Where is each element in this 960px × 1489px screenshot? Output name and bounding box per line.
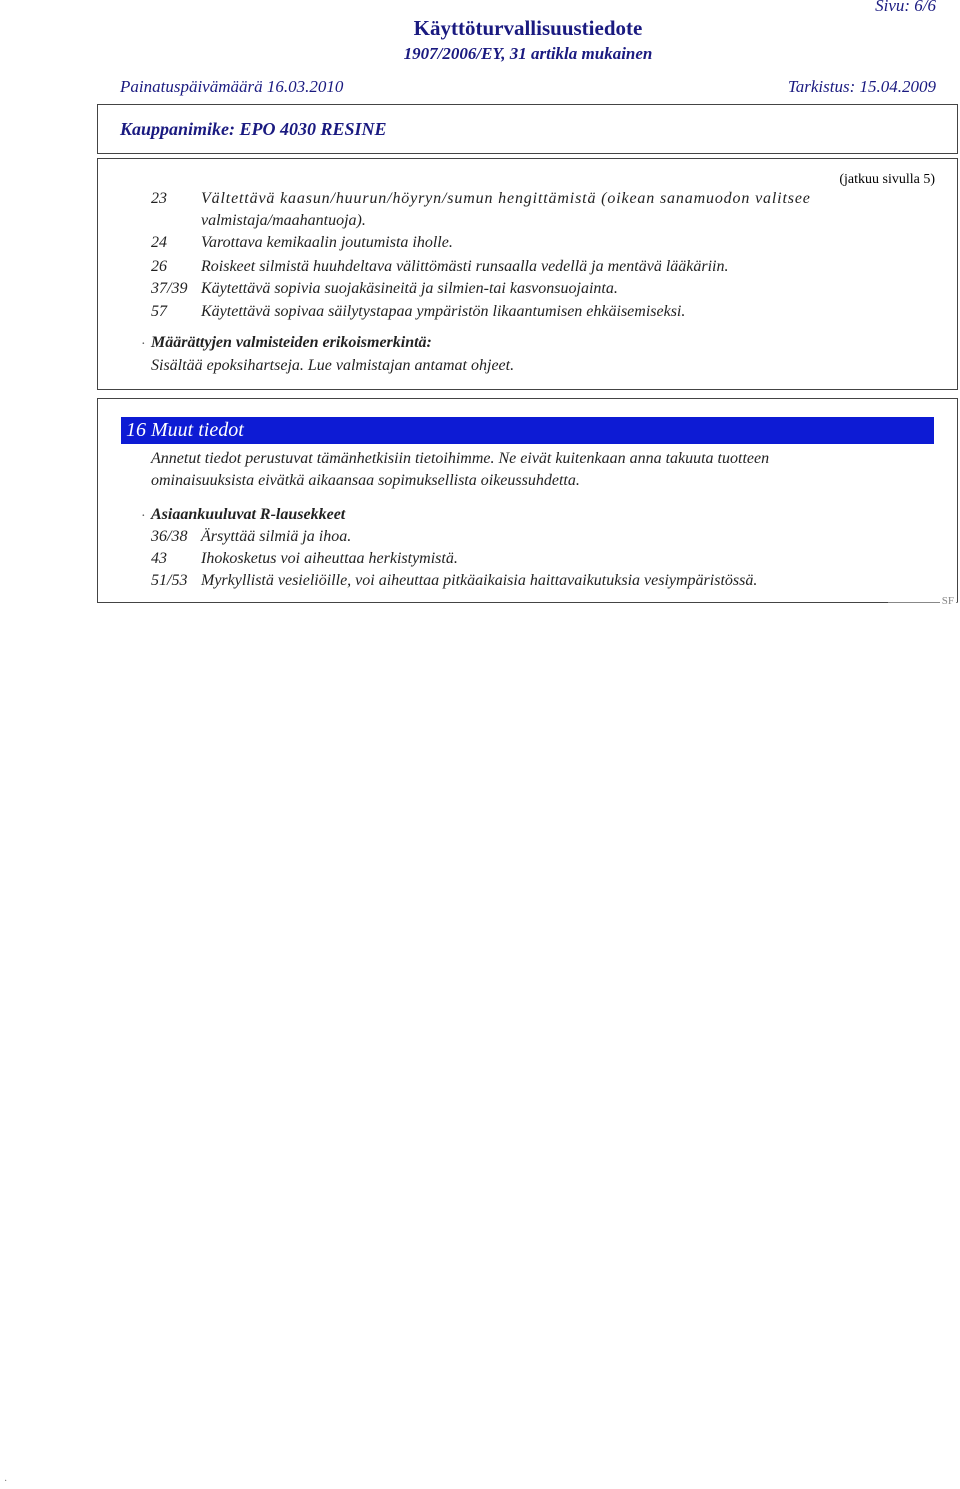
r-phrase-code: 51/53 xyxy=(151,572,188,589)
r-phrase-text: Ihokosketus voi aiheuttaa herkistymistä. xyxy=(201,550,458,567)
revision-date: Tarkistus: 15.04.2009 xyxy=(787,77,936,96)
s-phrase-text: Käytettävä sopivia suojakäsineitä ja silmien-tai kasvonsuojainta. xyxy=(201,280,618,297)
r-phrase-code: 43 xyxy=(151,550,167,567)
language-code: SF xyxy=(941,595,954,607)
r-phrases-heading: Asiaankuuluvat R-lausekkeet xyxy=(151,506,346,523)
s-phrase-text: Käytettävä sopivaa säilytystapaa ympäristön likaantumisen ehkäisemiseksi. xyxy=(201,303,686,320)
special-labelling-heading: Määrättyjen valmisteiden erikoismerkintä: xyxy=(151,334,432,351)
s-phrase-text: valmistaja/maahantuoja). xyxy=(201,212,366,229)
section-16-title: 16 Muut tiedot xyxy=(126,419,244,441)
document-title: Käyttöturvallisuustiedote xyxy=(413,16,643,40)
bullet-dot: · xyxy=(141,509,146,524)
disclaimer-line: Annetut tiedot perustuvat tämänhetkisiin tietoihimme. Ne eivät kuitenkaan anna takuuta tuotteen xyxy=(151,450,770,467)
print-date: Painatuspäivämäärä 16.03.2010 xyxy=(120,77,344,96)
trade-name: Kauppanimike: EPO 4030 RESINE xyxy=(120,119,387,139)
continuation-note: (jatkuu sivulla 5) xyxy=(839,172,935,187)
disclaimer-line: ominaisuuksista eivätkä aikaansaa sopimuksellista oikeussuhdetta. xyxy=(151,472,580,489)
r-phrase-text: Ärsyttää silmiä ja ihoa. xyxy=(201,528,352,545)
s-phrase-code: 57 xyxy=(151,303,167,320)
r-phrase-code: 36/38 xyxy=(151,528,188,545)
bullet-dot: · xyxy=(141,337,146,352)
r-phrase-text: Myrkyllistä vesieliöille, voi aiheuttaa pitkäaikaisia haittavaikutuksia vesiympäristössä. xyxy=(201,572,758,589)
s-phrase-code: 23 xyxy=(151,190,167,207)
page-number: Sivu: 6/6 xyxy=(875,0,936,15)
s-phrase-code: 24 xyxy=(151,234,167,251)
corner-dot: · xyxy=(4,1476,8,1487)
s-phrase-code: 26 xyxy=(151,258,167,275)
special-labelling-text: Sisältää epoksihartseja. Lue valmistajan antamat ohjeet. xyxy=(151,357,515,374)
s-phrase-text: Varottava kemikaalin joutumista iholle. xyxy=(201,234,453,251)
document-subtitle: 1907/2006/EY, 31 artikla mukainen xyxy=(403,44,653,63)
s-phrase-text: Vältettävä kaasun/huurun/höyryn/sumun hengittämistä (oikean sanamuodon valitsee xyxy=(201,190,811,207)
s-phrase-text: Roiskeet silmistä huuhdeltava välittömästi runsaalla vedellä ja mentävä lääkäriin. xyxy=(201,258,729,275)
s-phrase-code: 37/39 xyxy=(151,280,188,297)
